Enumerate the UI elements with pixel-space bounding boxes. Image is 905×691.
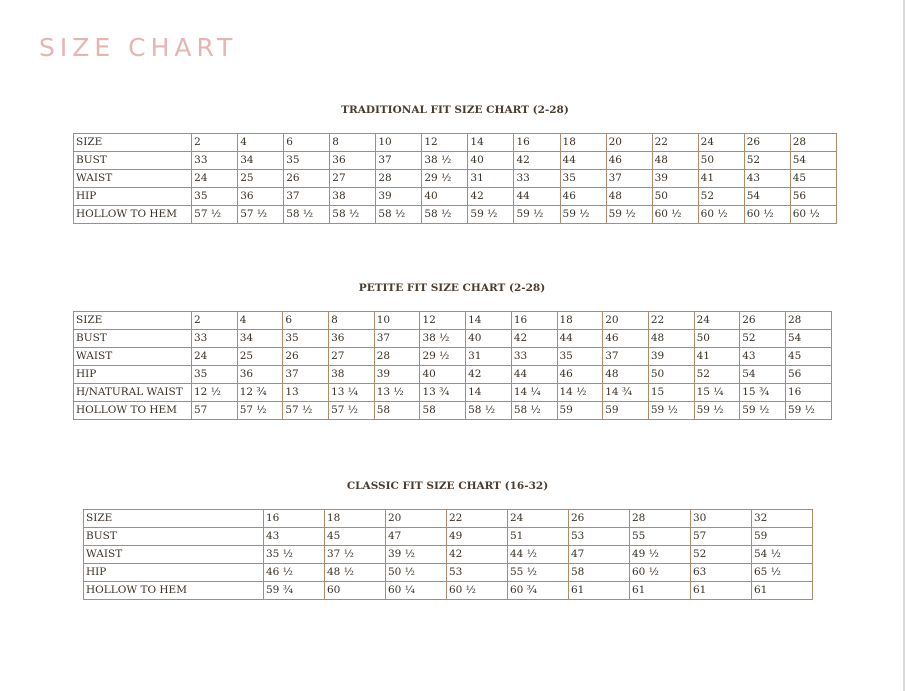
measurement-cell: 37 xyxy=(283,366,329,384)
size-header-cell: 8 xyxy=(330,134,376,152)
measurement-cell: 31 xyxy=(466,348,512,366)
measurement-cell: 38 xyxy=(330,188,376,206)
measurement-cell: 40 xyxy=(468,152,514,170)
measurement-cell: 29 ½ xyxy=(422,170,468,188)
measurement-cell: 26 xyxy=(284,170,330,188)
measurement-cell: 42 xyxy=(514,152,560,170)
row-label: SIZE xyxy=(84,510,264,528)
size-header-cell: 24 xyxy=(508,510,569,528)
measurement-cell: 33 xyxy=(192,152,238,170)
measurement-cell: 57 ½ xyxy=(283,402,329,420)
measurement-cell: 42 xyxy=(468,188,514,206)
size-header-cell: 4 xyxy=(238,134,284,152)
measurement-cell: 60 ½ xyxy=(744,206,790,224)
row-label: WAIST xyxy=(74,170,192,188)
measurement-cell: 60 ½ xyxy=(447,582,508,600)
measurement-cell: 47 xyxy=(386,528,447,546)
measurement-cell: 46 xyxy=(557,366,603,384)
size-header-cell: 16 xyxy=(514,134,560,152)
measurement-cell: 59 ½ xyxy=(468,206,514,224)
measurement-cell: 24 xyxy=(192,170,238,188)
measurement-cell: 39 xyxy=(648,348,694,366)
measurement-cell: 48 xyxy=(603,366,649,384)
measurement-cell: 35 xyxy=(284,152,330,170)
size-header-cell: 24 xyxy=(694,312,740,330)
measurement-cell: 43 xyxy=(740,348,786,366)
measurement-cell: 14 xyxy=(466,384,512,402)
measurement-cell: 57 ½ xyxy=(192,206,238,224)
table-row xyxy=(84,546,813,564)
measurement-cell: 51 xyxy=(508,528,569,546)
measurement-cell: 38 xyxy=(329,366,375,384)
size-header-cell: 2 xyxy=(192,134,238,152)
page-title: SIZE CHART xyxy=(39,33,238,62)
measurement-cell: 52 xyxy=(694,366,740,384)
size-header-cell: 22 xyxy=(648,312,694,330)
size-header-cell: 28 xyxy=(785,312,831,330)
measurement-cell: 28 xyxy=(374,348,420,366)
row-label: BUST xyxy=(74,330,192,348)
measurement-cell: 57 ½ xyxy=(329,402,375,420)
measurement-cell: 59 xyxy=(603,402,649,420)
size-header-cell: 28 xyxy=(630,510,691,528)
measurement-cell: 27 xyxy=(329,348,375,366)
measurement-cell: 39 ½ xyxy=(386,546,447,564)
measurement-cell: 58 xyxy=(569,564,630,582)
measurement-cell: 59 ½ xyxy=(694,402,740,420)
measurement-cell: 57 xyxy=(691,528,752,546)
table-row xyxy=(74,312,832,330)
size-header-cell: 18 xyxy=(560,134,606,152)
measurement-cell: 24 xyxy=(192,348,238,366)
measurement-cell: 14 ¼ xyxy=(511,384,557,402)
measurement-cell: 41 xyxy=(698,170,744,188)
measurement-cell: 54 xyxy=(785,330,831,348)
size-header-cell: 2 xyxy=(192,312,238,330)
table-row xyxy=(74,170,837,188)
row-label: HIP xyxy=(74,188,192,206)
measurement-cell: 34 xyxy=(238,152,284,170)
measurement-cell: 37 xyxy=(284,188,330,206)
size-header-cell: 26 xyxy=(569,510,630,528)
table-row xyxy=(74,402,832,420)
measurement-cell: 40 xyxy=(420,366,466,384)
measurement-cell: 61 xyxy=(752,582,813,600)
table-row xyxy=(74,348,832,366)
measurement-cell: 37 ½ xyxy=(325,546,386,564)
measurement-cell: 36 xyxy=(237,366,283,384)
measurement-cell: 35 xyxy=(192,366,238,384)
measurement-cell: 37 xyxy=(376,152,422,170)
measurement-cell: 50 xyxy=(652,188,698,206)
size-header-cell: 32 xyxy=(752,510,813,528)
row-label: WAIST xyxy=(74,348,192,366)
row-label: BUST xyxy=(74,152,192,170)
measurement-cell: 59 ¾ xyxy=(264,582,325,600)
measurement-cell: 52 xyxy=(698,188,744,206)
table-row xyxy=(84,528,813,546)
measurement-cell: 59 xyxy=(557,402,603,420)
measurement-cell: 44 xyxy=(514,188,560,206)
measurement-cell: 40 xyxy=(466,330,512,348)
measurement-cell: 59 xyxy=(752,528,813,546)
measurement-cell: 28 xyxy=(376,170,422,188)
measurement-cell: 14 ½ xyxy=(557,384,603,402)
measurement-cell: 60 ½ xyxy=(698,206,744,224)
measurement-cell: 34 xyxy=(237,330,283,348)
petite-fit-table xyxy=(73,311,832,420)
measurement-cell: 53 xyxy=(447,564,508,582)
row-label: HIP xyxy=(74,366,192,384)
measurement-cell: 55 xyxy=(630,528,691,546)
size-header-cell: 30 xyxy=(691,510,752,528)
measurement-cell: 38 ½ xyxy=(422,152,468,170)
size-header-cell: 14 xyxy=(466,312,512,330)
measurement-cell: 58 ½ xyxy=(511,402,557,420)
measurement-cell: 56 xyxy=(785,366,831,384)
traditional-fit-heading: TRADITIONAL FIT SIZE CHART (2-28) xyxy=(341,104,569,116)
measurement-cell: 50 xyxy=(648,366,694,384)
size-header-cell: 14 xyxy=(468,134,514,152)
size-header-cell: 6 xyxy=(284,134,330,152)
measurement-cell: 59 ½ xyxy=(560,206,606,224)
measurement-cell: 43 xyxy=(264,528,325,546)
measurement-cell: 46 xyxy=(606,152,652,170)
size-header-cell: 28 xyxy=(790,134,836,152)
measurement-cell: 59 ½ xyxy=(740,402,786,420)
measurement-cell: 35 xyxy=(557,348,603,366)
measurement-cell: 49 xyxy=(447,528,508,546)
size-header-cell: 8 xyxy=(329,312,375,330)
size-header-cell: 20 xyxy=(603,312,649,330)
size-header-cell: 24 xyxy=(698,134,744,152)
measurement-cell: 59 ½ xyxy=(785,402,831,420)
measurement-cell: 61 xyxy=(691,582,752,600)
measurement-cell: 42 xyxy=(466,366,512,384)
measurement-cell: 40 xyxy=(422,188,468,206)
measurement-cell: 12 ½ xyxy=(192,384,238,402)
size-header-cell: 10 xyxy=(374,312,420,330)
measurement-cell: 63 xyxy=(691,564,752,582)
size-header-cell: 16 xyxy=(511,312,557,330)
measurement-cell: 61 xyxy=(569,582,630,600)
measurement-cell: 13 ¾ xyxy=(420,384,466,402)
measurement-cell: 61 xyxy=(630,582,691,600)
size-header-cell: 12 xyxy=(420,312,466,330)
row-label: HOLLOW TO HEM xyxy=(74,206,192,224)
table-row xyxy=(84,510,813,528)
row-label: BUST xyxy=(84,528,264,546)
table-row xyxy=(74,384,832,402)
measurement-cell: 35 xyxy=(560,170,606,188)
measurement-cell: 43 xyxy=(744,170,790,188)
row-label: H/NATURAL WAIST xyxy=(74,384,192,402)
measurement-cell: 35 xyxy=(283,330,329,348)
measurement-cell: 58 ½ xyxy=(376,206,422,224)
measurement-cell: 54 ½ xyxy=(752,546,813,564)
measurement-cell: 13 ½ xyxy=(374,384,420,402)
measurement-cell: 42 xyxy=(447,546,508,564)
measurement-cell: 46 ½ xyxy=(264,564,325,582)
classic-fit-table xyxy=(83,509,813,600)
size-header-cell: 6 xyxy=(283,312,329,330)
row-label: WAIST xyxy=(84,546,264,564)
row-label: HIP xyxy=(84,564,264,582)
measurement-cell: 60 xyxy=(325,582,386,600)
measurement-cell: 52 xyxy=(740,330,786,348)
measurement-cell: 26 xyxy=(283,348,329,366)
measurement-cell: 50 ½ xyxy=(386,564,447,582)
measurement-cell: 25 xyxy=(238,170,284,188)
measurement-cell: 15 xyxy=(648,384,694,402)
size-header-cell: 12 xyxy=(422,134,468,152)
measurement-cell: 65 ½ xyxy=(752,564,813,582)
row-label: SIZE xyxy=(74,312,192,330)
classic-fit-heading: CLASSIC FIT SIZE CHART (16-32) xyxy=(346,480,549,492)
measurement-cell: 15 ¼ xyxy=(694,384,740,402)
size-header-cell: 22 xyxy=(652,134,698,152)
measurement-cell: 39 xyxy=(652,170,698,188)
measurement-cell: 37 xyxy=(374,330,420,348)
measurement-cell: 33 xyxy=(514,170,560,188)
measurement-cell: 36 xyxy=(238,188,284,206)
measurement-cell: 27 xyxy=(330,170,376,188)
measurement-cell: 60 ½ xyxy=(652,206,698,224)
traditional-fit-table xyxy=(73,133,837,224)
size-header-cell: 18 xyxy=(557,312,603,330)
measurement-cell: 55 ½ xyxy=(508,564,569,582)
table-row xyxy=(84,564,813,582)
size-header-cell: 16 xyxy=(264,510,325,528)
measurement-cell: 42 xyxy=(511,330,557,348)
size-header-cell: 10 xyxy=(376,134,422,152)
size-header-cell: 18 xyxy=(325,510,386,528)
measurement-cell: 52 xyxy=(744,152,790,170)
measurement-cell: 49 ½ xyxy=(630,546,691,564)
measurement-cell: 47 xyxy=(569,546,630,564)
measurement-cell: 58 ½ xyxy=(466,402,512,420)
measurement-cell: 54 xyxy=(740,366,786,384)
measurement-cell: 57 xyxy=(192,402,238,420)
measurement-cell: 35 xyxy=(192,188,238,206)
measurement-cell: 48 xyxy=(652,152,698,170)
measurement-cell: 44 xyxy=(557,330,603,348)
measurement-cell: 54 xyxy=(744,188,790,206)
table-row xyxy=(84,582,813,600)
measurement-cell: 58 ½ xyxy=(284,206,330,224)
measurement-cell: 45 xyxy=(785,348,831,366)
measurement-cell: 44 xyxy=(511,366,557,384)
measurement-cell: 25 xyxy=(237,348,283,366)
measurement-cell: 46 xyxy=(603,330,649,348)
size-header-cell: 4 xyxy=(237,312,283,330)
table-row xyxy=(74,152,837,170)
table-row xyxy=(74,366,832,384)
size-header-cell: 20 xyxy=(386,510,447,528)
measurement-cell: 57 ½ xyxy=(238,206,284,224)
measurement-cell: 39 xyxy=(376,188,422,206)
measurement-cell: 45 xyxy=(325,528,386,546)
measurement-cell: 56 xyxy=(790,188,836,206)
measurement-cell: 53 xyxy=(569,528,630,546)
measurement-cell: 33 xyxy=(192,330,238,348)
measurement-cell: 15 ¾ xyxy=(740,384,786,402)
table-row xyxy=(74,134,837,152)
measurement-cell: 60 ¾ xyxy=(508,582,569,600)
measurement-cell: 57 ½ xyxy=(237,402,283,420)
measurement-cell: 36 xyxy=(330,152,376,170)
measurement-cell: 39 xyxy=(374,366,420,384)
measurement-cell: 50 xyxy=(698,152,744,170)
measurement-cell: 44 xyxy=(560,152,606,170)
measurement-cell: 31 xyxy=(468,170,514,188)
measurement-cell: 45 xyxy=(790,170,836,188)
measurement-cell: 54 xyxy=(790,152,836,170)
row-label: SIZE xyxy=(74,134,192,152)
measurement-cell: 59 ½ xyxy=(648,402,694,420)
measurement-cell: 12 ¾ xyxy=(237,384,283,402)
measurement-cell: 41 xyxy=(694,348,740,366)
size-header-cell: 20 xyxy=(606,134,652,152)
measurement-cell: 60 ½ xyxy=(630,564,691,582)
measurement-cell: 58 xyxy=(374,402,420,420)
table-row xyxy=(74,188,837,206)
measurement-cell: 48 xyxy=(606,188,652,206)
measurement-cell: 52 xyxy=(691,546,752,564)
measurement-cell: 48 ½ xyxy=(325,564,386,582)
petite-fit-heading: PETITE FIT SIZE CHART (2-28) xyxy=(358,282,546,294)
measurement-cell: 58 xyxy=(420,402,466,420)
measurement-cell: 37 xyxy=(606,170,652,188)
measurement-cell: 50 xyxy=(694,330,740,348)
row-label: HOLLOW TO HEM xyxy=(74,402,192,420)
measurement-cell: 59 ½ xyxy=(514,206,560,224)
measurement-cell: 48 xyxy=(648,330,694,348)
measurement-cell: 60 ¼ xyxy=(386,582,447,600)
measurement-cell: 33 xyxy=(511,348,557,366)
measurement-cell: 60 ½ xyxy=(790,206,836,224)
measurement-cell: 37 xyxy=(603,348,649,366)
measurement-cell: 35 ½ xyxy=(264,546,325,564)
measurement-cell: 36 xyxy=(329,330,375,348)
size-header-cell: 26 xyxy=(740,312,786,330)
measurement-cell: 14 ¾ xyxy=(603,384,649,402)
measurement-cell: 29 ½ xyxy=(420,348,466,366)
size-header-cell: 26 xyxy=(744,134,790,152)
size-header-cell: 22 xyxy=(447,510,508,528)
measurement-cell: 13 xyxy=(283,384,329,402)
measurement-cell: 59 ½ xyxy=(606,206,652,224)
measurement-cell: 46 xyxy=(560,188,606,206)
measurement-cell: 13 ¼ xyxy=(329,384,375,402)
measurement-cell: 58 ½ xyxy=(422,206,468,224)
measurement-cell: 16 xyxy=(785,384,831,402)
measurement-cell: 58 ½ xyxy=(330,206,376,224)
measurement-cell: 44 ½ xyxy=(508,546,569,564)
row-label: HOLLOW TO HEM xyxy=(84,582,264,600)
table-row xyxy=(74,330,832,348)
table-row xyxy=(74,206,837,224)
measurement-cell: 38 ½ xyxy=(420,330,466,348)
